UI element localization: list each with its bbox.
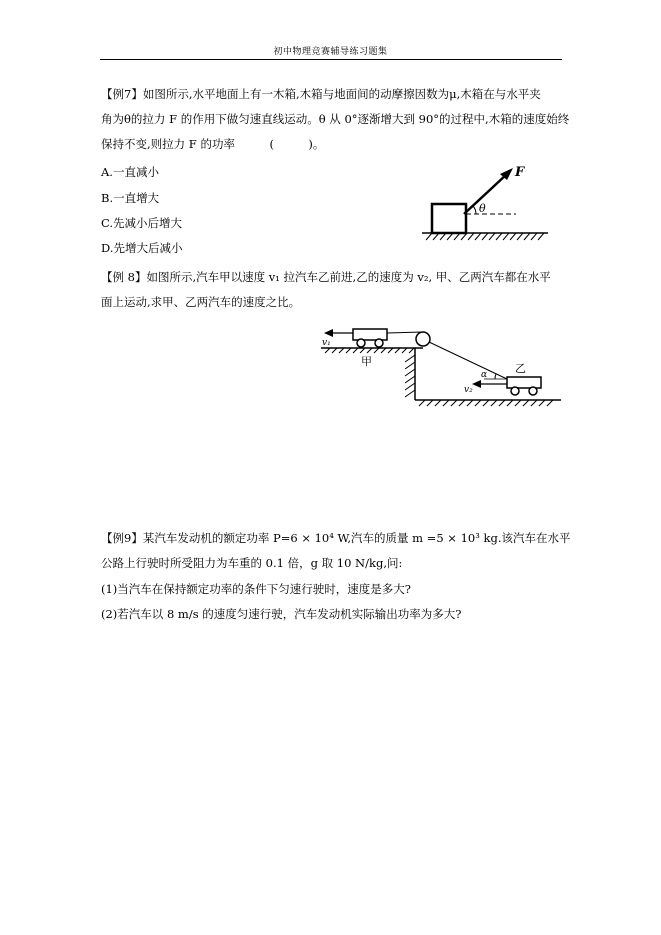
- example8-line2: 面上运动,求甲、乙两汽车的速度之比。: [101, 295, 301, 309]
- car-a-wheel-rear: [375, 339, 383, 347]
- example7-line3: 保持不变,则拉力 F 的功率 ( )。: [101, 137, 325, 151]
- example9-line4: (2)若汽车以 8 m/s 的速度匀速行驶，汽车发动机实际输出功率为多大?: [101, 607, 462, 621]
- header-rule: [100, 59, 562, 60]
- angle-label: α: [481, 370, 488, 380]
- car-a-wheel-front: [357, 339, 365, 347]
- car-b-wheel-rear: [529, 387, 537, 395]
- car-b-wheel-front: [511, 387, 519, 395]
- v1-arrowhead: [324, 329, 333, 337]
- lower-hatch: [419, 400, 553, 406]
- example8-figure: [319, 322, 563, 412]
- angle-label: θ: [479, 202, 486, 215]
- angle-arc: [495, 374, 496, 379]
- car-a-label: 甲: [361, 355, 372, 368]
- example7-option-a: A.一直减小: [101, 165, 159, 179]
- example8-line1: 【例 8】如图所示,汽车甲以速度 v₁ 拉汽车乙前进,乙的速度为 v₂, 甲、乙两汽车都在水平: [101, 270, 551, 284]
- v2-label: v₂: [464, 385, 473, 395]
- v2-arrowhead: [472, 380, 481, 388]
- example7-line1: 【例7】如图所示,水平地面上有一木箱,木箱与地面间的动摩擦因数为μ,木箱在与水平夹: [101, 87, 541, 101]
- force-label: F: [515, 165, 525, 180]
- page-header: 初中物理竞赛辅导练习题集: [273, 47, 388, 57]
- v1-label: v₁: [322, 338, 331, 348]
- pulley: [416, 332, 430, 346]
- angle-arc: [473, 206, 476, 214]
- example7-line2: 角为θ的拉力 F 的作用下做匀速直线运动。θ 从 0°逐渐增大到 90°的过程中,木箱的速度始终: [101, 112, 570, 126]
- example7-option-d: D.先增大后减小: [101, 241, 183, 255]
- example7-option-b: B.一直增大: [101, 191, 160, 205]
- example7-figure: [418, 160, 550, 242]
- example9-line2: 公路上行驶时所受阻力为车重的 0.1 倍，g 取 10 N/kg,问:: [101, 556, 403, 570]
- example9-line3: (1)当汽车在保持额定功率的条件下匀速行驶时，速度是多大?: [101, 582, 411, 596]
- example7-option-c: C.先减小后增大: [101, 216, 183, 230]
- car-b-body: [507, 377, 541, 388]
- car-b-label: 乙: [515, 362, 526, 375]
- example9-line1: 【例9】某汽车发动机的额定功率 P=6 × 10⁴ W,汽车的质量 m =5 × 10³ kg.该汽车在水平: [101, 531, 571, 545]
- rope-diagonal: [429, 342, 507, 379]
- car-a-body: [353, 329, 387, 340]
- wooden-box: [432, 204, 466, 233]
- rope-upper: [387, 332, 423, 333]
- wall-hatch: [405, 355, 415, 397]
